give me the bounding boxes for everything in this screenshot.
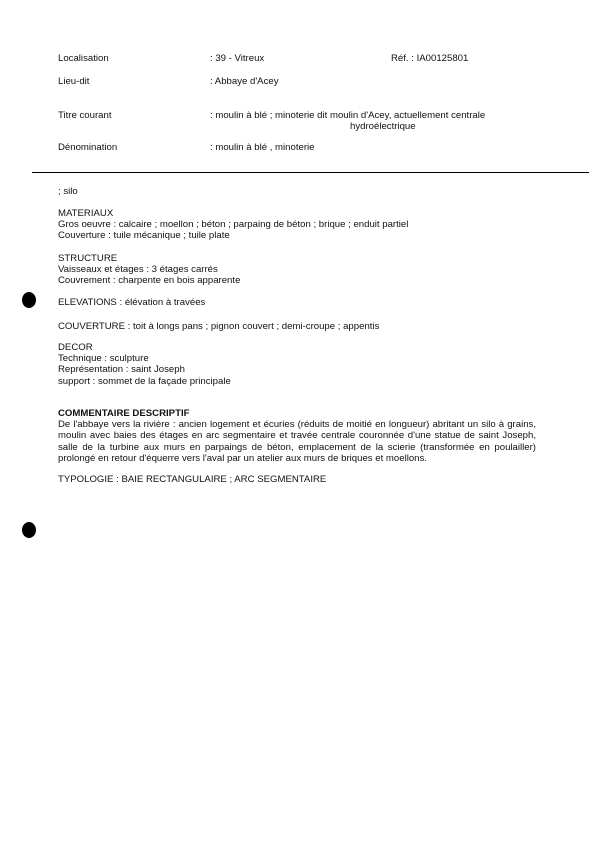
structure-line: Couvrement : charpente en bois apparente	[58, 275, 241, 287]
localisation-value: : 39 - Vitreux	[210, 53, 265, 64]
structure-heading: STRUCTURE	[58, 253, 118, 264]
structure-line: Vaisseaux et étages : 3 étages carrés	[58, 264, 218, 276]
decor-section	[58, 342, 231, 387]
decor-line: Représentation : saint Joseph	[58, 364, 185, 376]
decor-heading: DECOR	[58, 342, 93, 353]
elevations-text: ELEVATIONS : élévation à travées	[58, 297, 206, 308]
denomination-label: Dénomination	[58, 142, 118, 153]
couverture-text: COUVERTURE : toit à longs pans ; pignon couvert ; demi-croupe ; appentis	[58, 321, 380, 332]
punch-hole-top	[22, 292, 36, 308]
materiaux-section	[58, 208, 408, 242]
reference-number: Réf. : IA00125801	[391, 53, 469, 64]
header-divider	[32, 172, 589, 173]
materiaux-line: Couverture : tuile mécanique ; tuile plate	[58, 230, 230, 242]
titre-value-line1: : moulin à blé ; minoterie dit moulin d'Acey, actuellement centrale	[210, 110, 486, 121]
denomination-value: : moulin à blé , minoterie	[210, 142, 315, 153]
structure-section	[58, 253, 240, 287]
commentaire-section	[58, 408, 536, 464]
localisation-label: Localisation	[58, 53, 109, 64]
materiaux-heading: MATERIAUX	[58, 208, 114, 219]
decor-line: Technique : sculpture	[58, 353, 149, 365]
typologie-text: TYPOLOGIE : BAIE RECTANGULAIRE ; ARC SEGMENTAIRE	[58, 474, 327, 485]
materiaux-line: Gros oeuvre : calcaire ; moellon ; béton ; parpaing de béton ; brique ; enduit partiel	[58, 219, 409, 231]
decor-line: support : sommet de la façade principale	[58, 375, 231, 387]
punch-hole-bottom	[22, 522, 36, 538]
titre-value-line2: hydroélectrique	[350, 121, 416, 132]
titre-label: Titre courant	[58, 110, 112, 121]
lieudit-value: : Abbaye d'Acey	[210, 76, 279, 87]
commentaire-heading: COMMENTAIRE DESCRIPTIF	[58, 408, 190, 419]
silo-text: ; silo	[58, 186, 78, 197]
commentaire-text: De l'abbaye vers la rivière : ancien logement et écuries (réduits de moitié en longueur) abritant un silo à grains, moulin avec baies des étages en arc segmentaire et travée centrale couronnée d'une statue de saint Joseph, salle de la turbine aux murs en parpaings de béton, emplacement de la scierie (transformée en poulailler) prolongé en retour d'équerre vers l'aval par un atelier aux murs de briques et moellons.	[58, 419, 536, 464]
lieudit-label: Lieu-dit	[58, 76, 90, 87]
